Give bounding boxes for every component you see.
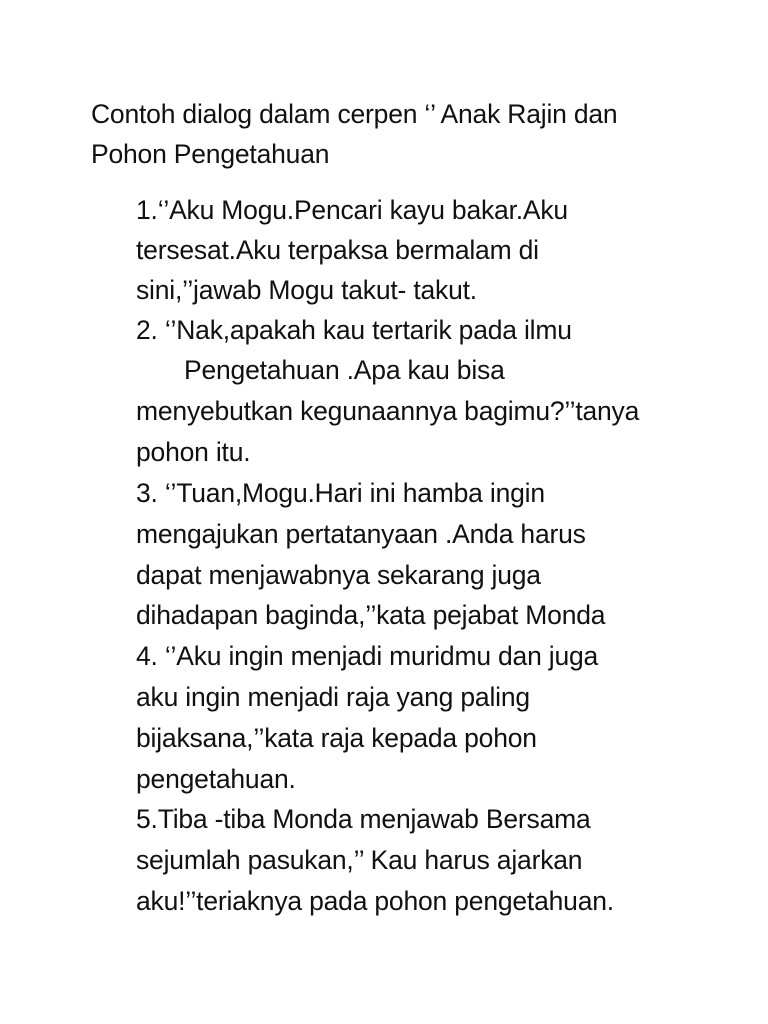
dialog-line: mengajukan pertatanyaan .Anda harus: [136, 519, 586, 549]
dialog-line: aku!’’teriaknya pada pohon pengetahuan.: [136, 886, 614, 916]
dialog-line: bijaksana,’’kata raja kepada pohon: [136, 723, 537, 753]
heading-line-1: Contoh dialog dalam cerpen ‘’ Anak Rajin dan: [91, 99, 618, 129]
heading-line-2: Pohon Pengetahuan: [91, 139, 330, 169]
dialog-line: 5.Tiba -tiba Monda menjawab Bersama: [136, 804, 591, 834]
dialog-line: sini,’’jawab Mogu takut- takut.: [136, 275, 477, 305]
dialog-line: sejumlah pasukan,’’ Kau harus ajarkan: [136, 845, 583, 875]
dialog-line: 4. ‘’Aku ingin menjadi muridmu dan juga: [136, 641, 599, 671]
dialog-line: 1.‘’Aku Mogu.Pencari kayu bakar.Aku: [136, 195, 568, 225]
dialog-line: tersesat.Aku terpaksa bermalam di: [136, 235, 539, 265]
dialog-line: pengetahuan.: [136, 764, 296, 794]
dialog-line: dihadapan baginda,’’kata pejabat Monda: [136, 600, 606, 630]
dialog-line: Pengetahuan .Apa kau bisa: [184, 355, 505, 385]
dialog-line: 2. ‘’Nak,apakah kau tertarik pada ilmu: [136, 315, 572, 345]
dialog-line: menyebutkan kegunaannya bagimu?’’tanya: [136, 396, 640, 426]
dialog-line: 3. ‘’Tuan,Mogu.Hari ini hamba ingin: [136, 478, 545, 508]
dialog-line: aku ingin menjadi raja yang paling: [136, 682, 530, 712]
dialog-line: dapat menjawabnya sekarang juga: [136, 560, 541, 590]
dialog-line: pohon itu.: [136, 437, 251, 467]
